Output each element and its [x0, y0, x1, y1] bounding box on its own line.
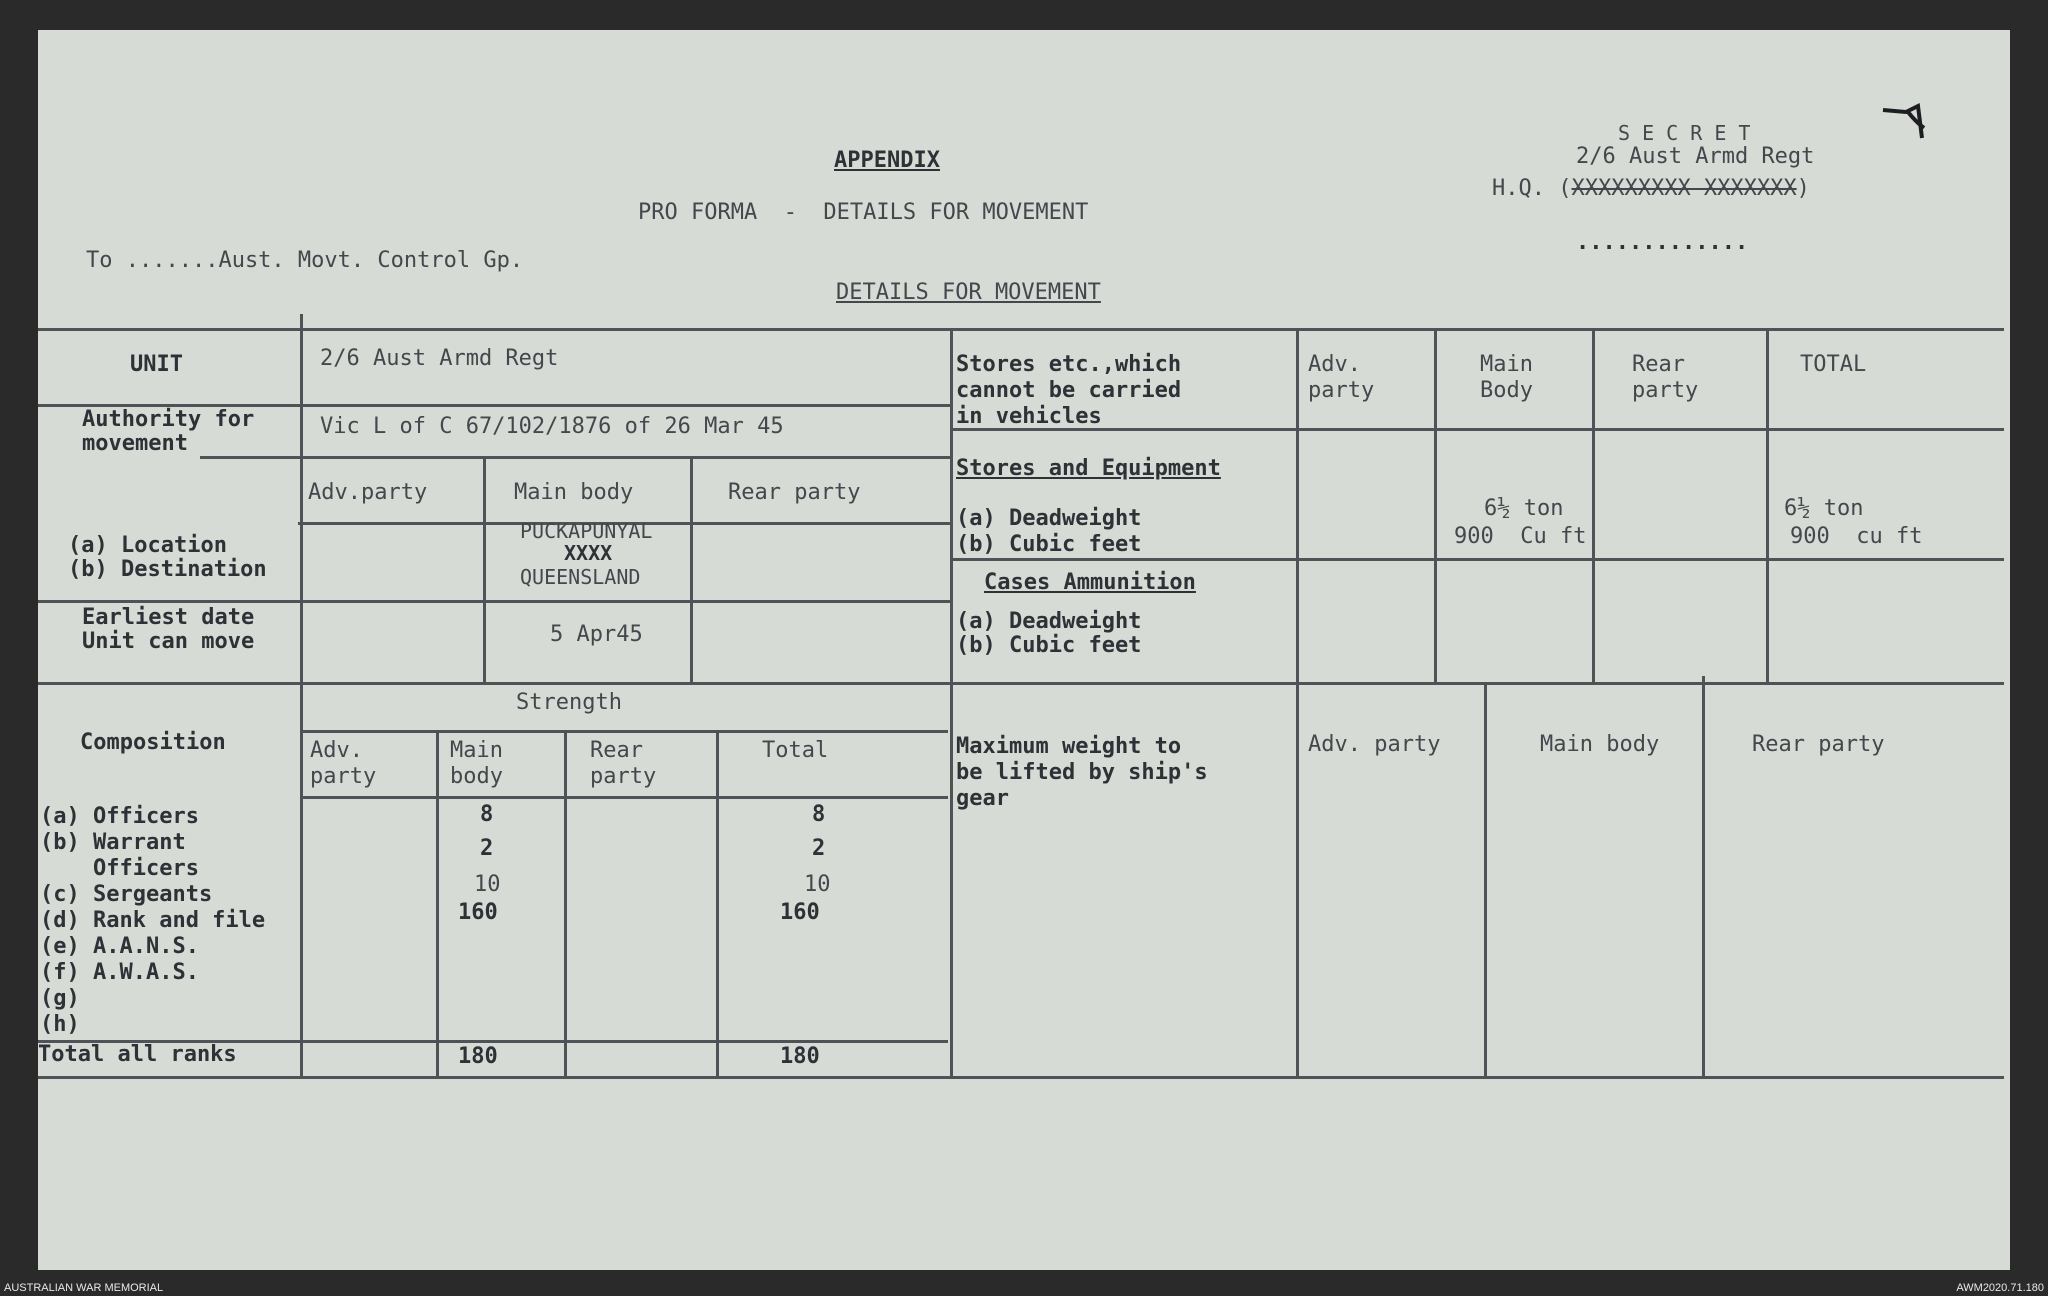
- stores-equipment-title: Stores and Equipment: [956, 456, 1221, 481]
- details-title: DETAILS FOR MOVEMENT: [836, 280, 1101, 305]
- earliest-date-label: Earliest date Unit can move: [82, 605, 255, 654]
- location-main-struck: XXXX: [564, 541, 613, 565]
- total-all-ranks-main: 180: [458, 1044, 498, 1069]
- footer-accession: AWM2020.71.180: [1956, 1282, 2044, 1294]
- total-all-ranks-total: 180: [780, 1044, 820, 1069]
- main-sergeants: 10: [474, 872, 501, 897]
- main-rank-file: 160: [458, 900, 498, 925]
- footer-source: AUSTRALIAN WAR MEMORIAL: [4, 1282, 164, 1294]
- location-main-a: PUCKAPUNYAL: [520, 519, 653, 543]
- max-weight-main: Main body: [1540, 732, 1660, 757]
- strength-col-total: Total: [762, 738, 829, 763]
- hq-line: [1492, 176, 1810, 202]
- cases-ammunition-title: Cases Ammunition: [984, 570, 1196, 595]
- hq-struck-text: XXXXXXXXX XXXXXXX: [1571, 176, 1797, 201]
- appendix-title: APPENDIX: [834, 148, 940, 173]
- total-deadweight: 6½ ton: [1784, 496, 1864, 521]
- strength-label: Strength: [516, 690, 622, 715]
- total-all-ranks-label: Total all ranks: [38, 1042, 237, 1067]
- main-officers: 8: [480, 802, 494, 827]
- earliest-date-main: 5 Apr45: [550, 622, 643, 647]
- authority-value: Vic L of C 67/102/1876 of 26 Mar 45: [320, 414, 784, 439]
- total-warrant: 2: [812, 836, 826, 861]
- right-col-total: TOTAL: [1800, 352, 1867, 377]
- col-header-rear-party: Rear party: [728, 480, 861, 505]
- max-weight-rear: Rear party: [1752, 732, 1885, 757]
- pro-forma-heading: PRO FORMA - DETAILS FOR MOVEMENT: [638, 200, 1089, 225]
- unit-name-header: 2/6 Aust Armd Regt: [1576, 144, 1815, 169]
- hq-label: H.Q. (: [1492, 176, 1572, 201]
- right-col-rear: Rear party: [1632, 352, 1699, 403]
- total-sergeants: 10: [804, 872, 831, 897]
- right-col-main: Main Body: [1480, 352, 1533, 403]
- secret-marking: S E C R E T: [1618, 121, 1751, 145]
- cases-ammunition-items: (a) Deadweight (b) Cubic feet: [956, 609, 1142, 658]
- col-header-adv-party: Adv.party: [308, 480, 428, 505]
- hq-close: ): [1796, 176, 1810, 201]
- total-rank-file: 160: [780, 900, 820, 925]
- max-weight-label: Maximum weight to be lifted by ship's gear: [956, 734, 1208, 811]
- unit-label: UNIT: [130, 352, 183, 377]
- max-weight-adv: Adv. party: [1308, 732, 1441, 757]
- stores-equipment-items: (a) Deadweight (b) Cubic feet: [956, 506, 1142, 557]
- stores-label: Stores etc.,which cannot be carried in vehicles: [956, 352, 1182, 429]
- document-page: [38, 30, 2010, 1270]
- main-cubic-feet: 900 Cu ft: [1454, 524, 1587, 549]
- dotted-line: .............: [1576, 230, 1749, 255]
- total-officers: 8: [812, 802, 826, 827]
- right-col-adv: Adv. party: [1308, 352, 1375, 403]
- total-cubic-feet: 900 cu ft: [1790, 524, 1923, 549]
- main-warrant: 2: [480, 836, 494, 861]
- authority-label: Authority for movement: [82, 407, 255, 456]
- location-main-b: QUEENSLAND: [520, 565, 641, 589]
- col-header-main-body: Main body: [514, 480, 634, 505]
- composition-label: Composition: [80, 730, 226, 755]
- pen-mark: [1878, 98, 1938, 148]
- main-deadweight: 6½ ton: [1484, 496, 1564, 521]
- rank-list: (a) Officers (b) Warrant Officers (c) Sergeants (d) Rank and file (e) A.A.N.S. (f) A.W.A.S. (g) (h): [40, 804, 266, 1037]
- strength-col-main: Main body: [450, 738, 503, 789]
- strength-col-adv: Adv. party: [310, 738, 377, 789]
- unit-value: 2/6 Aust Armd Regt: [320, 346, 559, 371]
- location-label: (a) Location (b) Destination: [68, 533, 267, 582]
- strength-col-rear: Rear party: [590, 738, 657, 789]
- to-line: To .......Aust. Movt. Control Gp.: [86, 248, 524, 273]
